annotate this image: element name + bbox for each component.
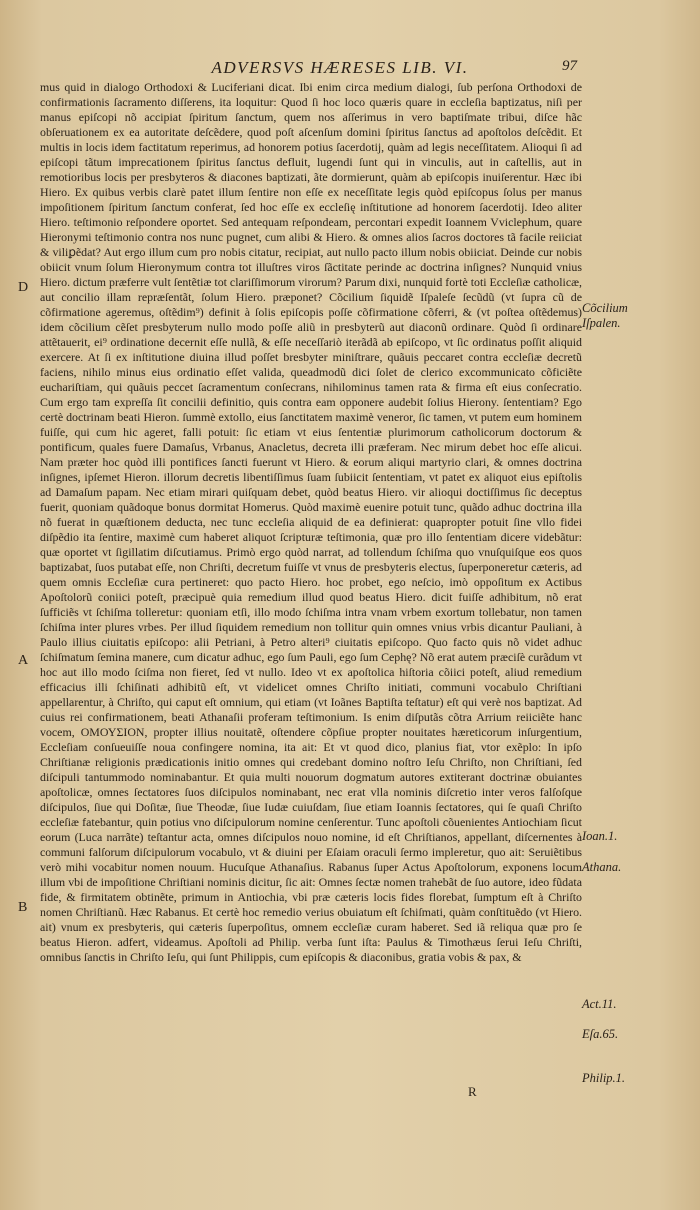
margin-note-concilium	[582, 301, 628, 331]
margin-note-philip	[582, 1071, 625, 1086]
margin-note-line: Ioan.1.	[582, 829, 618, 843]
margin-note-line: Act.11.	[582, 997, 617, 1011]
margin-note-line: Athana.	[582, 860, 622, 874]
margin-note-athana	[582, 860, 621, 875]
running-title: ADVERSVS HÆRESES LIB. VI.	[211, 58, 469, 77]
signature-mark: R	[468, 1084, 477, 1099]
margin-note-line: Eſa.65.	[582, 1027, 619, 1041]
margin-note-line: Cõcilium	[582, 301, 628, 315]
page-header	[0, 58, 700, 80]
body-text-block	[40, 80, 582, 1120]
margin-note-line: Iſpalen.	[582, 316, 621, 330]
section-letter-d: D	[18, 280, 29, 295]
section-letter-a: A	[18, 653, 29, 668]
margin-note-act	[582, 997, 616, 1012]
margin-note-esa	[582, 1027, 618, 1042]
page-number: 97	[562, 58, 577, 74]
section-letter-b: B	[18, 900, 28, 915]
margin-note-line: Philip.1.	[582, 1071, 626, 1085]
margin-note-ioan	[582, 829, 617, 844]
body-paragraph: mus quid in dialogo Orthodoxi & Luciferiani dicat. Ibi enim circa medium dialogi, ſub perſona Orthodoxi de confirmationis ſacramento diſſerens, ita loquitur: Quod ſi hoc loco quæris quare in eccleſia baptizatus, niſi per manus epiſcopi nõ accipiat ſpiritum ſanctum, quem nos aſſerimus in vero baptiſmate tribui, diſce hãc obſeruationem ex ea autoritate deſcẽdere, quod poſt aſcenſum domini ſpiritus ſanctus ad apoſtolos deſcẽdit. Et multis in locis idem factitatum reperimus, ad honorem potius ſacerdotij, quàm ad legis neceſſitatem. Alioqui ſi ad epiſcopi tãtum imprecationem ſpiritus ſanctus defluit, lugendi ſunt qui in vinculis, aut in caſtellis, aut in remotioribus locis per presbyteros & diacones baptizati, ãte dormierunt, quàm ab epiſcopis inuiſerentur. Hæc ibi Hiero. Ex quibus verbis clarè patet illum ſentire non eſſe ex neceſſitate legis quòd epiſcopus ſolus per manus impoſitionem ſpiritum ſanctum conferat, ſed hoc eſſe ex eccleſię inſtitutione ad honorem ſacerdotij. Ideo aliter Hiero. teſtimonio reſpondere oportet. Sed antequam reſpondeam, percontari expedit Ioannem Vviclephum, quare Hieronymi teſtimonio contra nos nunc pugnet, cum alibi & Hiero. & omnes alios ſacros doctores tã facile reiiciat & viliꝑẽdat? Aut ergo illum cum pro nobis citatur, recipiat, aut nullo pacto illum nobis obiiciat. Deinde cur nobis obiicit vnum ſolum Hieronymum contra tot illuſtres viros ſãctitate perinde ac doctrina inſignes? Nunquid vnius Hiero. dictum præferre vult ſentẽtiæ tot clariſſimorum virorum? Parum dixi, nunquid fortè toti Eccleſiæ catholicæ, aut concilio illam repræſentãt, ſolum Hiero. præponet? Cõcilium ſiquidẽ Iſpaleſe ſecũdũ (vt ſupra cũ de cõfirmatione ageremus, oſtẽdim⁹) definit à ſolis epiſcopis poſſe cõfirmatione cõferri, & (vt poſtea oſtẽdemus) idem cõcilium cẽſet presbyterum nullo modo poſſe aliũ in presbyterũ aut diaconũ ordinare. Quòd ſi ordinare attẽtauerit, ei⁹ ordinatione decernit eſſe nullã, & eſſe neceſſariò iterãdã ab epiſcopo, vt ſic ordinatus poſſit aliquid exercere. At ſi ex inſtitutione diuina illud poſſet bresbyter miniſtrare, quãuis peccaret contra eccleſiæ decretũ faciens, nihilo minus eius ordinatio eſſet valida, queadmodũ dici ſolet de clerico excommunicato cõficiẽte euchariſtiam, qui quãuis peccet ſacramentum conſecrans, nihilominus tamen rata & firma eſt eius conſecratio. Cum ergo tam expreſſa ſit concilii definitio, quis contra eam opponere audebit ſolius Hierony. ſententiam? Ego certè doctrinam beati Hieron. ſummè extollo, eius ſanctitatem maximè veneror, ſic tamen, vt putem eum hominem fuiſſe, qui cum hic ageret, falli potuit: ſic etiam vt eius ſententiæ plurimorum catholicorum doctorum & pontificum, quales fuere Damaſus, Vrbanus, Anacletus, decreta illi præferam. Nec mirum debet hoc eſſe alicui. Nam præter hoc quòd illi pontifices ſancti fuerunt vt Hiero. & eorum aliqui martyrio clari, & omnes doctrina inſignes, ipſemet Hieron. illorum decretis libentiſſimus ſuam ſubiicit ſententiam, vt patet ex aliquot eius epiſtolis ad Damaſum papam. Nec etiam mirari quiſquam debet, quòd beatus Hiero. vir alioqui doctiſſimus ſic deceptus fuerit, quoniam quãdoque bonus dormitat Homerus. Quòd maximè euenire potuit tunc, quãdo adhuc doctrina illa nõ fuerat in quæſtionem deducta, nec tunc eccleſia aliquid de ea definierat: quapropter potuit ſine vllo fidei diſpẽdio ita ſentire, maximè cum haberet aliquot ſcripturæ teſtimonia, quæ pro illo ſententiam dicere videbãtur: quæ oportet vt ſigillatim diſcutiamus. Primò ergo quòd narrat, ad tollendum ſchiſma quo vnuſquiſque eos quos baptizabat, ſuos putabat eſſe, non Chriſti, decretum fuiſſe vt vnus de presbyteris electus, ſuperponeretur cæteris, ad quem omnis Eccleſiæ cura pertineret: quo pacto Hiero. hoc probet, ego neſcio, imò oppoſitum ex Actibus Apoſtolorũ coniici poteſt, præcipuè quia remedium illud quod beatus Hiero. dicit fuiſſe adhibitum, nõ erat ſufficiẽs vt ſchiſma tolleretur: quoniam etſi, illo modo ſchiſma intra vnam vrbem exortum tollebatur, non tamen ſchiſma inter plures vrbes. Per illud ſiquidem remedium non tollitur quin omnes vnius vrbis dicantur Pauliani, à Paulo illius ciuitatis epiſcopo: alii Petriani, à Petro alteri⁹ ciuitatis epiſcopo. Quo facto quis nõ videt adhuc ſchiſmatum ſemina manere, cum dicatur adhuc, ego ſum Pauli, ego ſum Cephę? Nõ erat autem præciſè curãdum vt hoc aut illo modo ſciſma non fieret, ſed vt nullo. Ideo vt ex apoſtolica hiſtoria cõiici poteſt, aliud remedium efficacius illi ſchiſinati adhibitũ eſt, vt videlicet omnes Chriſto initiati, communi vocabulo Chriſtiani appellarentur, à Chriſto, qui caput eſt omnium, qui etiam (vt Ioãnes Baptiſta teſtatur) eſt qui verè nos baptizat. Ad cuius rei confirmationem, beati Athanaſii proferam teſtimonium. Is enim diſputãs cõtra Arrium reiiciẽte hanc vocem, ΟΜΟΥΣΙΟΝ, propter illius nouitatẽ, oſtendere cõpſiue propter nouitates hæreticorum inſurgentium, Eccleſiam conſueuiſſe noua confingere nomina, ita ait: Et vt quod dico, planius fiat, vtor exẽplo: In ipſo Chriſtianæ religionis prædicationis initio omnes qui credebant domino noſtro Ieſu Chriſto, non Chriſtiani, ſed diſcipuli tantummodo nominabantur. Et quia multi nouorum dogmatum autores extiterant doctrinæ obuiantes apoſtolicæ, omnes ſectatores ſuos diſcipulos nominabant, nec erat vlla nominis diſcretio inter veros falſoſque diſcipulos, ſiue qui Doſitæ, ſiue Theodæ, ſiue Iudæ cuiuſdam, ſiue etiam Ioannis ſectatores, qui ſe quaſi Chriſto eccleſiæ fatebantur, quin potius vno diſcipulorum nomine cenſerentur. Tunc apoſtoli cõuenientes Antiochiam ſicut eorum (Luca narrãte) teſtantur acta, omnes diſcipulos nouo nomine, id eſt Chriſtianos, appellant, diſcernentes à communi falſorum diſcipulorum vocabulo, vt & diuini per Eſaiam oraculi ſermo impleretur, quo ait: Seruiẽtibus verò mihi vocabitur nomen nouum. Hucuſque Athanaſius. Rabanus ſuper Actus Apoſtolorum, exponens locum illum vbi de impoſitione Chriſtiani nominis dicitur, ſic ait: Omnes ſectæ nomen trahebãt de ſuo autore, ideo fũdata fide, & firmitatem obtinẽte, primum in Antiochia, vbi præ cæteris locis fides florebat, ſumptum eſt à Chriſto nomen Chriſtianũ. Hæc Rabanus. Et certè hoc remedio verius obuiatum eſt ſchiſmati, quàm conſtituẽdo (vt Hiero. ait) vnum ex presbyteris, qui cæteris ſuperpoſitus, omnem eccleſiæ curam haberet. Sed iã reliqua quæ pro ſe beatus Hieron. adfert, videamus. Apoſtoli ad Philip. verba ſunt iſta: Paulus & Timothæus ſerui Ieſu Chriſti, omnibus ſanctis in Chriſto Ieſu, qui ſunt Philippis, cum epiſcopis & diaconibus, gratia vobis & pax, &	[40, 80, 582, 964]
